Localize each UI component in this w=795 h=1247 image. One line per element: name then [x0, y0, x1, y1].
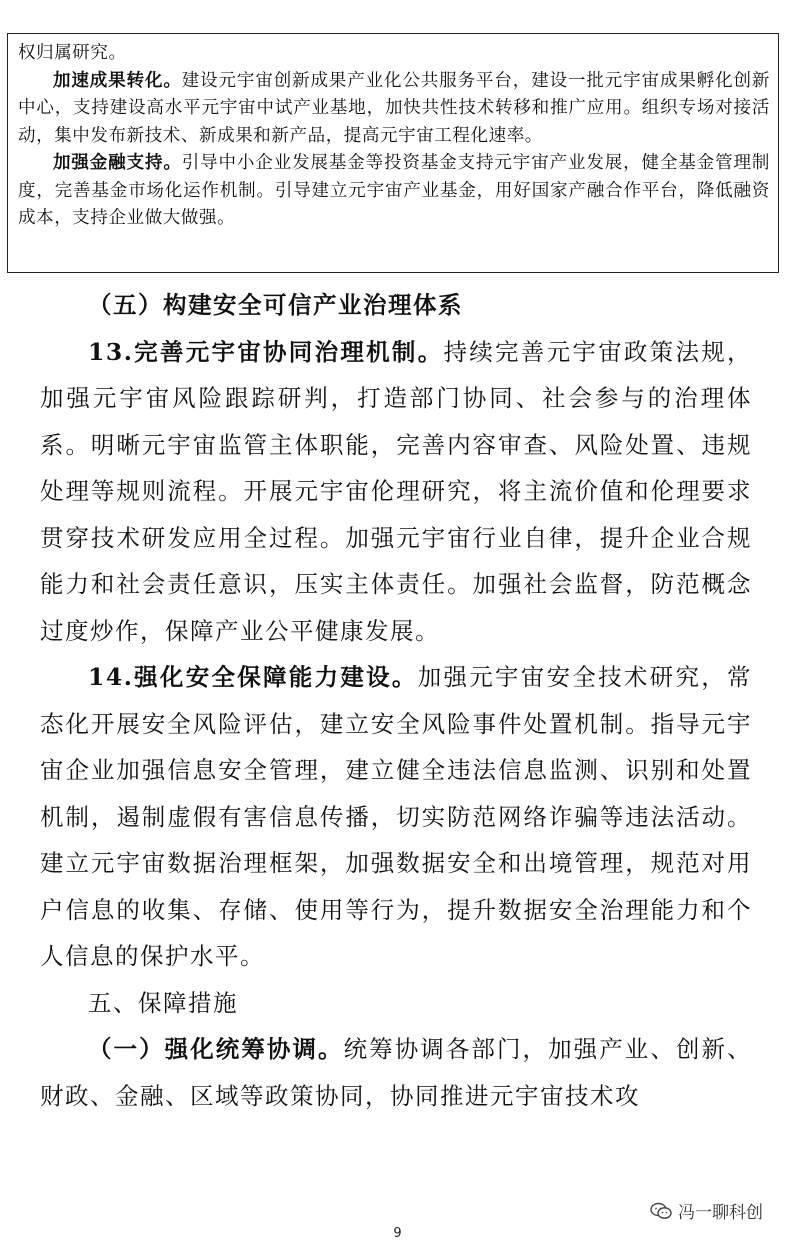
item-1-lead: （一）强化统筹协调。	[88, 1035, 344, 1063]
page-number: 9	[393, 1226, 402, 1241]
item-1-paragraph	[40, 1026, 752, 1119]
box-paragraph-1	[18, 68, 770, 151]
watermark-text: 冯一聊科创	[678, 1203, 763, 1223]
item-14-paragraph	[40, 654, 752, 980]
item-14-text: 加强元宇宙安全技术研究，常态化开展安全风险评估，建立安全风险事件处置机制。指导元宇宙企业加强信息安全管理，建立健全违法信息监测、识别和处置机制，遏制虚假有害信息传播，切实防范网络诈骗等违法活动。建立元宇宙数据治理框架，加强数据安全和出境管理，规范对用户信息的收集、存储、使用等行为，提升数据安全治理能力和个人信息的保护水平。	[40, 663, 753, 970]
item-13-lead: 13.完善元宇宙协同治理机制。	[88, 337, 444, 366]
box-paragraph-2-text: 引导中小企业发展基金等投资基金支持元宇宙产业发展，健全基金管理制度，完善基金市场化运作机制。引导建立元宇宙产业基金，用好国家产融合作平台，降低融资成本，支持企业做大做强。	[18, 153, 770, 228]
item-13-text: 持续完善元宇宙政策法规，加强元宇宙风险跟踪研判，打造部门协同、社会参与的治理体系。明晰元宇宙监管主体职能，完善内容审查、风险处置、违规处理等规则流程。开展元宇宙伦理研究，将主流价值和伦理要求贯穿技术研发应用全过程。加强元宇宙行业自律，提升企业合规能力和社会责任意识，压实主体责任。加强社会监督，防范概念过度炒作，保障产业公平健康发展。	[40, 337, 752, 645]
box-paragraph-2-lead: 加强金融支持。	[53, 153, 182, 173]
box-paragraph-2	[18, 150, 770, 233]
item-14-lead: 14.强化安全保障能力建设。	[88, 663, 418, 691]
item-13-paragraph	[40, 329, 752, 655]
bordered-text-box	[7, 33, 779, 273]
document-body	[40, 282, 752, 1119]
section-heading: （五）构建安全可信产业治理体系	[88, 291, 463, 319]
box-paragraph-1-text: 建设元宇宙创新成果产业化公共服务平台，建设一批元宇宙成果孵化创新中心，支持建设高水平元宇宙中试产业基地，加快共性技术转移和推广应用。组织专场对接活动，集中发布新技术、新成果和新产品，提高元宇宙工程化速率。	[18, 70, 770, 146]
wechat-icon	[650, 1202, 672, 1220]
item-1-text: 统筹协调各部门，加强产业、创新、财政、金融、区域等政策协同，协同推进元宇宙技术攻	[40, 1035, 753, 1110]
box-paragraph-1-lead: 加速成果转化。	[53, 70, 182, 91]
chapter-heading: 五、保障措施	[88, 988, 238, 1017]
watermark	[650, 1198, 763, 1223]
box-line: 权归属研究。	[18, 43, 127, 63]
